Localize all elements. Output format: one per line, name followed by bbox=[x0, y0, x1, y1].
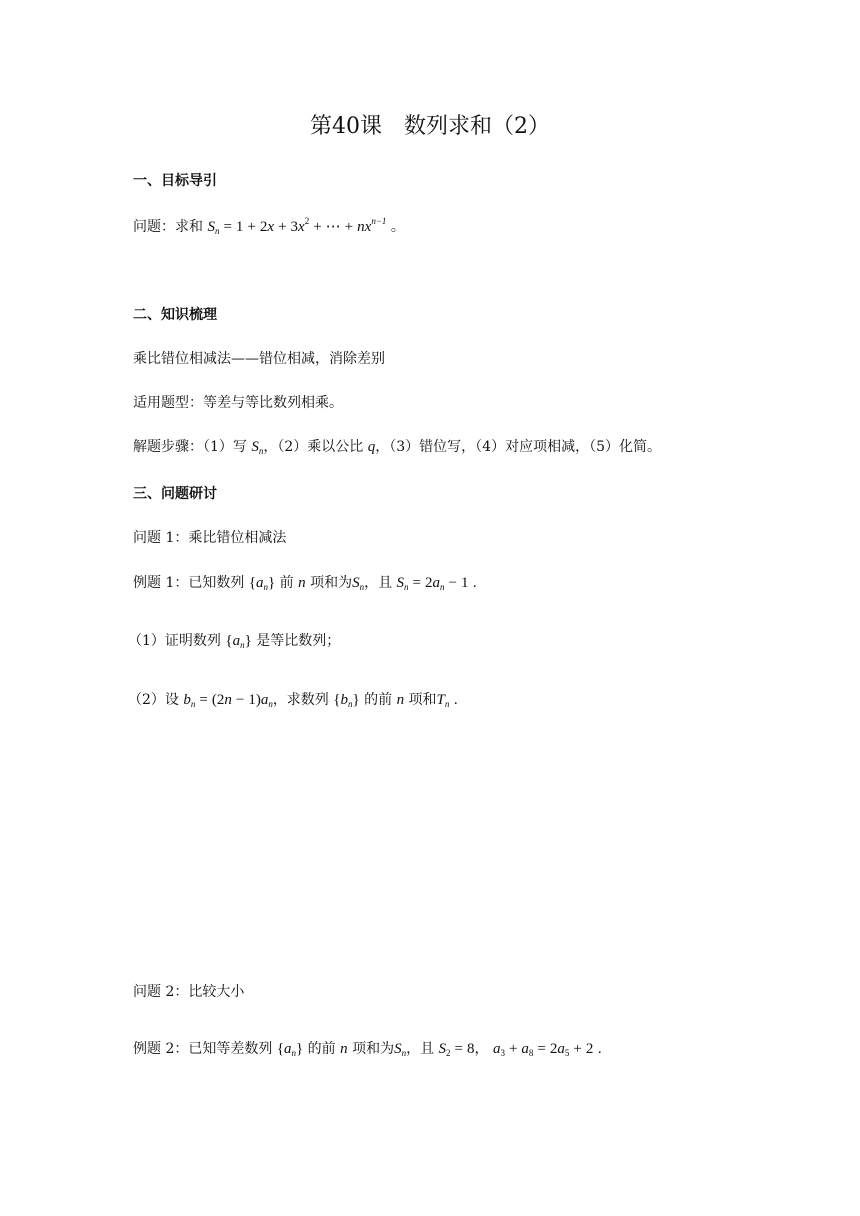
problem-1-label: 问题 1：乘比错位相减法 bbox=[133, 530, 287, 546]
page-title bbox=[0, 116, 860, 138]
section-2-heading: 二、知识梳理 bbox=[133, 307, 217, 323]
problem-label: 问题：求和 bbox=[133, 219, 203, 235]
section-3-heading: 三、问题研讨 bbox=[133, 486, 217, 502]
problem-2-label: 问题 2：比较大小 bbox=[133, 984, 245, 1000]
applicable-scope: 适用题型：等差与等比数列相乘。 bbox=[133, 395, 343, 411]
solution-steps: 解题步骤：（1）写 $S_n$，（2）乘以公比 q，（3）错位写，（4）对应项相减，（5）化简。 bbox=[133, 439, 661, 456]
intro-problem: 问题：求和 $S_n = 1 + 2x + 3x^2$ + ⋯ + $nx^{n-1}$ 。 bbox=[133, 216, 405, 236]
lesson-topic: 数列求和（2） bbox=[404, 114, 550, 139]
lesson-number: 第40课 bbox=[310, 114, 382, 139]
method-description: 乘比错位相减法——错位相减，消除差别 bbox=[133, 351, 385, 367]
example-2: 例题 2：已知等差数列 $\{a_n\}$ 的前 n 项和为$S_n$，且 $S_2 = 8$， $a_3 + a_8 = 2a_5 + 2$ . bbox=[133, 1041, 602, 1058]
example-1-part-2: （2）设 $b_n = (2n - 1)a_n$，求数列 $\{b_n\}$ 的前 n 项和$T_n$ . bbox=[128, 692, 458, 709]
example-1-part-1: （1）证明数列 $\{a_n\}$ 是等比数列； bbox=[128, 633, 341, 650]
sum-formula: $S_n = 1 + 2x + 3x^2$ + ⋯ + $nx^{n-1}$ bbox=[207, 216, 387, 236]
section-1-heading: 一、目标导引 bbox=[133, 173, 217, 189]
example-1: 例题 1：已知数列 $\{a_n\}$ 前 n 项和为$S_n$，且 $S_n = 2a_n - 1$ . bbox=[133, 575, 477, 592]
